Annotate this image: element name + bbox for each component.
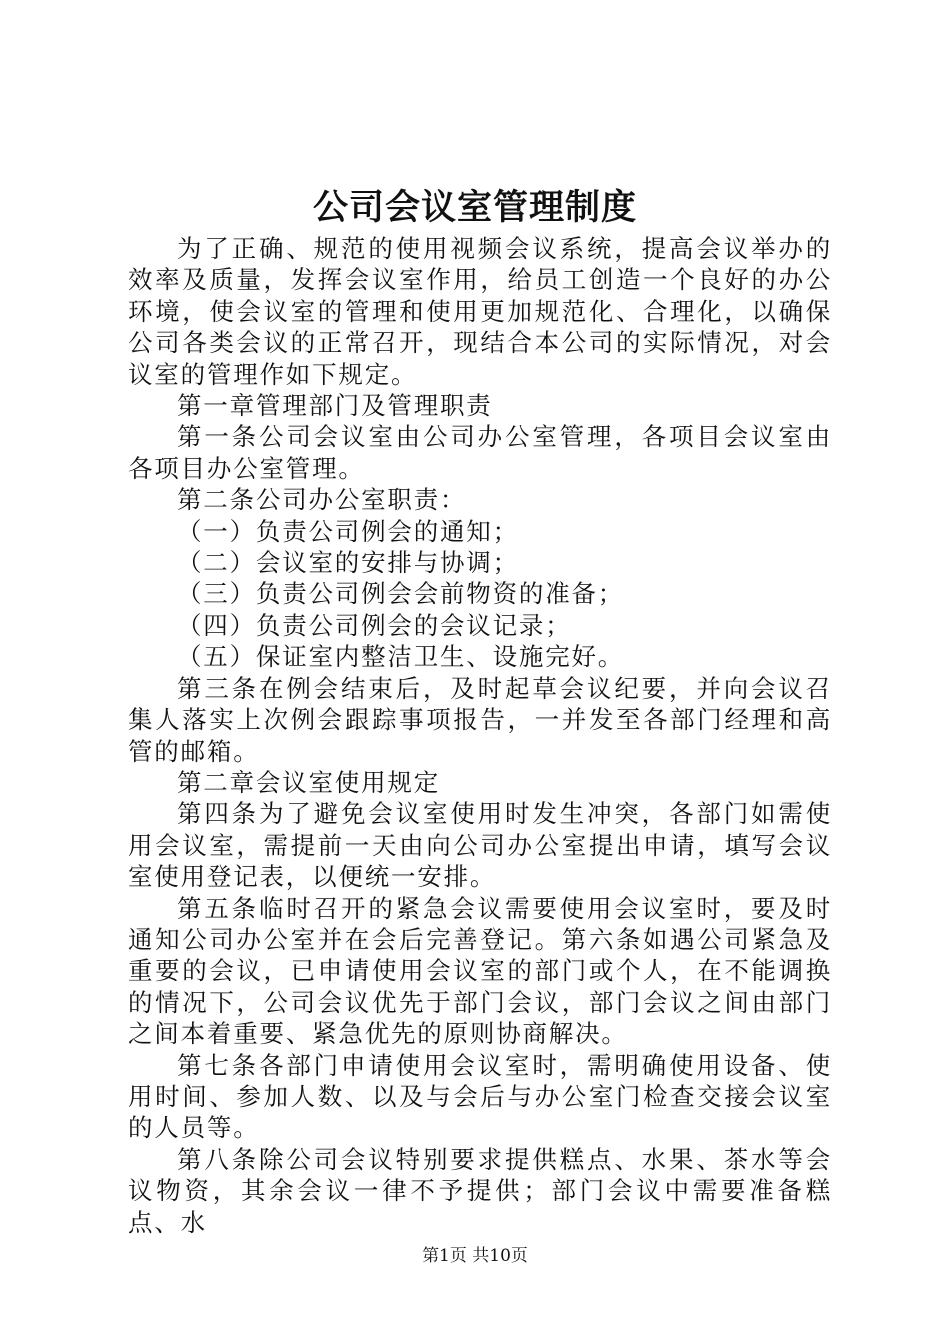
- chapter-heading-1: 第一章管理部门及管理职责: [177, 391, 493, 421]
- duty-item-2: （二）会议室的安排与协调；: [177, 548, 519, 578]
- article-7: 第七条各部门申请使用会议室时，需明确使用设备、使用时间、参加人数、以及与会后与办公室门检查交接会议室的人员等。: [128, 1050, 832, 1143]
- article-4: 第四条为了避免会议室使用时发生冲突，各部门如需使用会议室，需提前一天由向公司办公室提出申请，填写会议室使用登记表，以便统一安排。: [128, 799, 832, 892]
- document-body: [128, 233, 832, 1238]
- duty-item-4: （四）负责公司例会的会议记录；: [177, 610, 572, 640]
- chapter-heading-2: 第二章会议室使用规定: [177, 767, 440, 797]
- article-8: 第八条除公司会议特别要求提供糕点、水果、茶水等会议物资，其余会议一律不予提供；部门会议中需要准备糕点、水: [128, 1144, 832, 1237]
- article-1: 第一条公司会议室由公司办公室管理，各项目会议室由各项目办公室管理。: [128, 422, 832, 483]
- paragraph-intro: 为了正确、规范的使用视频会议系统，提高会议举办的效率及质量，发挥会议室作用，给员工创造一个良好的办公环境，使会议室的管理和使用更加规范化、合理化，以确保公司各类会议的正常召开，现结合本公司的实际情况，对会议室的管理作如下规定。: [128, 234, 832, 389]
- document-title: 公司会议室管理制度: [312, 187, 637, 228]
- article-3: 第三条在例会结束后，及时起草会议纪要，并向会议召集人落实上次例会跟踪事项报告，一并发至各部门经理和高管的邮箱。: [128, 673, 832, 766]
- article-2: 第二条公司办公室职责：: [177, 485, 467, 515]
- duty-item-3: （三）负责公司例会会前物资的准备；: [177, 579, 625, 609]
- page-footer: 第1页 共10页: [422, 1246, 528, 1266]
- article-5-6: 第五条临时召开的紧急会议需要使用会议室时，要及时通知公司办公室并在会后完善登记。第六条如遇公司紧急及重要的会议，已申请使用会议室的部门或个人，在不能调换的情况下，公司会议优先于部门会议，部门会议之间由部门之间本着重要、紧急优先的原则协商解决。: [128, 893, 832, 1049]
- duty-item-5: （五）保证室内整洁卫生、设施完好。: [177, 642, 625, 672]
- duty-item-1: （一）负责公司例会的通知；: [177, 516, 519, 546]
